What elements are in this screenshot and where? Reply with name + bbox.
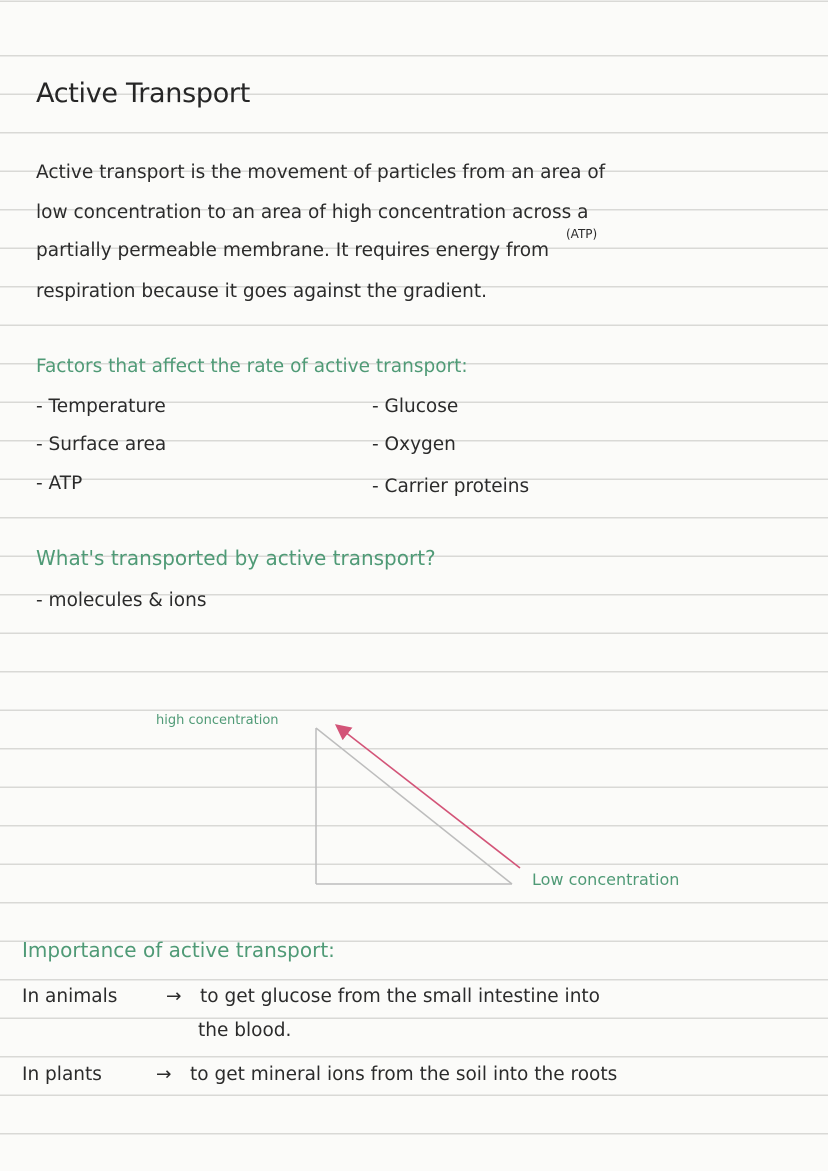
atp-note: (ATP) — [566, 227, 598, 241]
active-transport-arrow — [340, 728, 520, 868]
definition-line-3: partially permeable membrane. It requires energy from — [36, 240, 550, 261]
animals-text: to get glucose from the small intestine into — [200, 986, 600, 1007]
factor-item: - Surface area — [36, 434, 167, 455]
high-concentration-label: high concentration — [156, 713, 279, 728]
animals-label: In animals — [22, 986, 118, 1007]
low-concentration-label: Low concentration — [532, 870, 680, 889]
importance-heading: Importance of active transport: — [22, 938, 335, 962]
plants-label: In plants — [22, 1064, 102, 1085]
animals-text-cont: the blood. — [198, 1020, 292, 1041]
factor-item: - Oxygen — [372, 434, 456, 455]
arrow-icon: → — [156, 1064, 172, 1085]
gradient-triangle — [316, 728, 512, 884]
factor-item: - Carrier proteins — [372, 476, 530, 497]
transported-item: - molecules & ions — [36, 590, 207, 611]
definition-line-2: low concentration to an area of high concentration across a — [36, 202, 589, 223]
factor-item: - Glucose — [372, 396, 459, 417]
definition-line-1: Active transport is the movement of particles from an area of — [36, 162, 606, 183]
definition-line-4: respiration because it goes against the gradient. — [36, 281, 487, 302]
plants-text: to get mineral ions from the soil into the roots — [190, 1064, 618, 1085]
transported-heading: What's transported by active transport? — [36, 546, 436, 570]
factor-item: - ATP — [36, 473, 83, 494]
page-title: Active Transport — [36, 78, 250, 109]
factors-heading: Factors that affect the rate of active transport: — [36, 356, 468, 377]
factor-item: - Temperature — [36, 396, 166, 417]
arrow-icon: → — [166, 986, 182, 1007]
